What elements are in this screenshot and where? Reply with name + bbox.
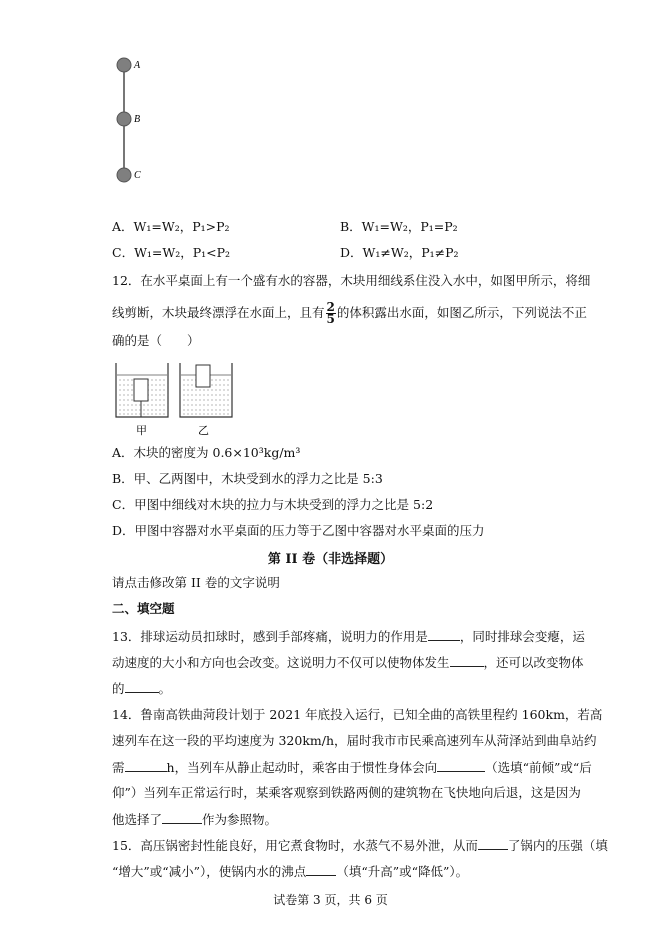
q14-line-3b: h，当列车从静止起动时，乘客由于惯性身体会向: [166, 760, 438, 775]
fraction-two-fifths: [326, 302, 336, 325]
q11-option-c: C．W₁=W₂，P₁<P₂: [112, 245, 231, 260]
q12-line-3: 确的是（ ）: [112, 333, 200, 348]
q13-line-2: [112, 653, 584, 672]
q12-option-c: C．甲图中细线对木块的拉力与木块受到的浮力之比是 5:2: [112, 497, 434, 512]
q13-line-3b: 。: [158, 681, 172, 696]
q14-line-3a: 需: [112, 760, 125, 775]
fig-label-yi: 乙: [198, 424, 209, 437]
q14-line-3: [112, 758, 592, 777]
q14-blank-2[interactable]: [437, 758, 485, 772]
q12-option-d: D．甲图中容器对水平桌面的压力等于乙图中容器对水平桌面的压力: [112, 523, 485, 538]
q12-figure-containers: [110, 357, 250, 439]
q14-line-2: 速列车在这一段的平均速度为 320km/h，届时我市市民乘高速列车从菏泽站到曲阜站约: [112, 733, 597, 748]
q11-option-a: A．W₁=W₂，P₁>P₂: [112, 219, 230, 234]
container-yi: [180, 363, 232, 417]
q15-line-2b: （填“升高”或“降低”）。: [336, 864, 469, 879]
section-2-title: 第 II 卷（非选择题）: [267, 552, 394, 567]
q13-line-1: [112, 627, 585, 646]
q11-option-d: D．W₁≠W₂，P₁≠P₂: [340, 245, 459, 260]
point-b-ball: [117, 112, 131, 126]
point-b-label: B: [134, 114, 141, 125]
point-a-label: A: [134, 60, 141, 71]
q13-blank-3[interactable]: [125, 679, 159, 693]
q12-line-2: [112, 302, 587, 325]
fraction-denominator: 5: [326, 312, 335, 326]
q14-line-1: 14．鲁南高铁曲菏段计划于 2021 年底投入运行，已知全曲的高铁里程约 160km，若高: [112, 707, 603, 722]
page-footer: 试卷第 3 页，共 6 页: [273, 893, 388, 907]
q12-line-2b: 的体积露出水面，如图乙所示，下列说法不正: [336, 305, 587, 320]
point-c-label: C: [134, 170, 141, 181]
q15-line-1a: 15．高压锅密封性能良好，用它煮食物时，水蒸气不易外泄，从而: [112, 838, 478, 853]
q14-line-4: 仰”）当列车正常运行时，某乘客观察到铁路两侧的建筑物在飞快地向后退，这是因为: [112, 785, 581, 800]
section-2-note: 请点击修改第 II 卷的文字说明: [112, 575, 280, 590]
q15-line-1b: 了锅内的压强（填: [507, 838, 608, 853]
q15-blank-1[interactable]: [478, 836, 508, 850]
q15-blank-2[interactable]: [306, 862, 336, 876]
container-jia: [116, 363, 168, 417]
q14-line-5b: 作为参照物。: [202, 812, 278, 827]
q14-line-3c: （选填“前倾”或“后: [485, 760, 592, 775]
q12-option-a: A．木块的密度为 0.6×10³kg/m³: [112, 445, 301, 460]
q13-line-2a: 动速度的大小和方向也会改变。这说明力不仅可以使物体发生: [112, 655, 450, 670]
pendulum-figure: [105, 52, 165, 187]
q13-line-3: [112, 679, 171, 698]
wood-block-submerged: [134, 379, 148, 401]
q13-line-1b: ，同时排球会变瘪，运: [459, 629, 585, 644]
q15-line-1: [112, 836, 608, 855]
fraction-numerator: 2: [326, 300, 335, 314]
q14-line-5a: 他选择了: [112, 812, 163, 827]
point-a-ball: [117, 58, 131, 72]
q14-blank-3[interactable]: [162, 810, 202, 824]
point-c-ball: [117, 168, 131, 182]
part-2-title: 二、填空题: [112, 601, 175, 616]
q14-line-5: [112, 810, 277, 829]
fig-label-jia: 甲: [136, 424, 147, 437]
q13-line-1a: 13．排球运动员扣球时，感到手部疼痛，说明力的作用是: [112, 629, 428, 644]
q12-line-1: 12．在水平桌面上有一个盛有水的容器，木块用细线系住没入水中，如图甲所示，将细: [112, 273, 591, 288]
q15-line-2a: “增大”或“减小”），使锅内水的沸点: [112, 864, 307, 879]
q15-line-2: [112, 862, 468, 881]
q13-line-3a: 的: [112, 681, 125, 696]
q14-blank-1[interactable]: [125, 758, 167, 772]
q13-blank-1[interactable]: [428, 627, 460, 641]
q12-line-2a: 线剪断，木块最终漂浮在水面上，且有: [112, 305, 325, 320]
q13-blank-2[interactable]: [450, 653, 484, 667]
q12-option-b: B．甲、乙两图中，木块受到水的浮力之比是 5:3: [112, 471, 383, 486]
q13-line-2b: ，还可以改变物体: [483, 655, 584, 670]
wood-block-floating: [196, 365, 210, 387]
q11-option-b: B．W₁=W₂，P₁=P₂: [340, 219, 458, 234]
